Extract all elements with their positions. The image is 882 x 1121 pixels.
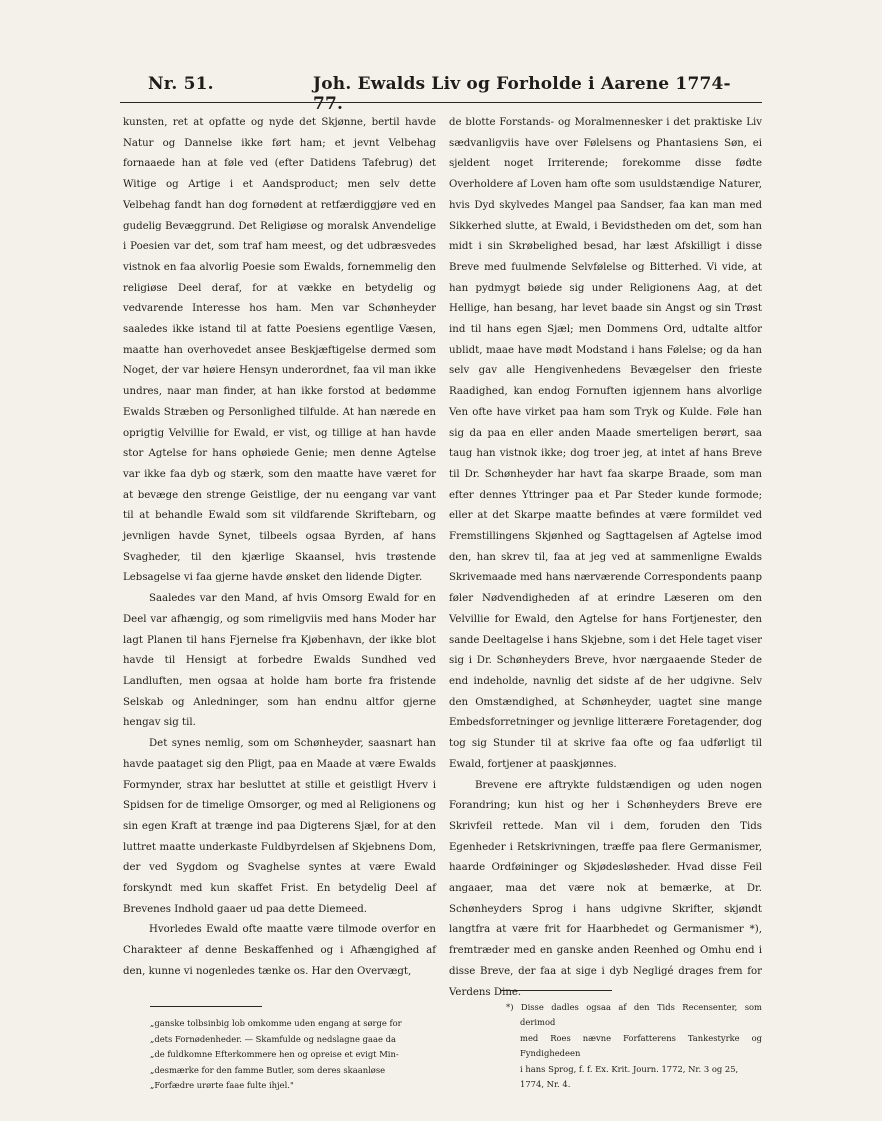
footnote-line: „ganske tolbsinbig lob omkomme uden engang at sørge for [150,1018,402,1028]
left-paragraph-2: Saaledes var den Mand, af hvis Omsorg Ewald for en Deel var afhængig, og som rimeligviis med hans Moder har lagt Planen til hans Fjernelse fra Kjøbenhavn, der ikke blot havde til Hensigt at forbedre Ewalds Sundhed ved Landluften, men ogsaa at holde ham borte fra fristende Selskab og Anledninger, som han endnu altfor gjerne hengav sig til. [123,593,436,729]
page-number: Nr. 51. [148,74,214,94]
footnote-line: med Roes nævne Forfatterens Tankestyrke og Fyndighedeen [520,1032,762,1059]
footnote-line: i hans Sprog, f. f. Ex. Krit. Journ. 1772, Nr. 3 og 25, [520,1063,739,1074]
right-footnote-rule [500,990,612,991]
left-footnote-rule [150,1006,262,1007]
footnote-line: „dets Fornødenheder. — Skamfulde og nedslagne gaae da [150,1033,396,1044]
left-footnote [150,1016,440,1094]
right-footnote [506,1000,762,1092]
left-paragraph-3: Det synes nemlig, som om Schønheyder, saasnart han havde paataget sig den Pligt, paa en Maade at være Ewalds Formynder, strax har besluttet at stille et geistligt Hverv i Spidsen for de timelige Omsorger, og med al Religionens og sin egen Kraft at trænge ind paa Digterens Sjæl, for at den luttret maatte underkaste Fuldbyrdelsen af Skjebnens Dom, der ved Sygdom og Svaghelse syntes at være Ewald forskyndt med kun skaffet Frist. En betydelig Deel af Brevenes Indhold gaaer ud paa dette Diemeed. [123,738,436,915]
right-column [449,113,762,1003]
running-header [148,74,748,114]
left-column [123,113,436,983]
header-rule [120,102,762,103]
left-paragraph-1: kunsten, ret at opfatte og nyde det Skjønne, bertil havde Natur og Dannelse ikke ført ham; et jevnt Velbehag fornaaede han at føle ved (efter Datidens Tafebrug) det Witige og Artige i et Aandsproduct; men selv dette Velbehag fandt han dog fornødent at retfærdiggjøre ved en gudelig Bevæggrund. Det Religiøse og moralsk Anvendelige i Poesien var det, som traf ham meest, og det udbræsvedes vistnok en faa alvorlig Poesie som Ewalds, fornemmelig den religiøse Deel deraf, for at vække en betydelig og vedvarende Interesse hos ham. Men var Schønheyder saaledes ikke istand til at fatte Poesiens egentlige Væsen, maatte han overhovedet ansee Beskjæftigelse dermed som Noget, der var høiere Hensyn underordnet, faa vil man ikke undres, naar man finder, at han ikke forstod at bedømme Ewalds Stræben og Personlighed tilfulde. At han nærede en oprigtig Velvillie for Ewald, er vist, og tillige at han havde stor Agtelse for hans ophøiede Genie; men denne Agtelse var ikke faa dyb og stærk, som den maatte have været for at bevæge den strenge Geistlige, der nu eengang var vant til at behandle Ewald som sit vildfarende Skriftebarn, og jevnligen havde Synet, tilbeels ogsaa Byrden, af hans Svagheder, til den kjærlige Skaansel, hvis trøstende Lebsagelse vi faa gjerne havde ønsket den lidende Digter. [123,117,436,584]
running-title: Joh. Ewalds Liv og Forholde i Aarene 1774-77. [313,74,731,114]
footnote-line: „desmærke for den famme Butler, som deres skaanløse [150,1064,386,1075]
left-paragraph-4: Hvorledes Ewald ofte maatte være tilmode overfor en Charakteer af denne Beskaffenhed og i Afhængighed af den, kunne vi nogenledes tænke os. Har den Overvægt, [123,924,436,977]
footnote-line: „Forfædre urørte faae fulte ihjel." [150,1080,294,1091]
footnote-line: „de fuldkomne Efterkommere hen og opreise et evigt Min- [150,1049,399,1060]
footnote-line: *) Disse dadles ogsaa af den Tids Recensenter, som derimod [506,1002,762,1028]
right-paragraph-2: Brevene ere aftrykte fuldstændigen og uden nogen Forandring; kun hist og her i Schønheyders Breve ere Skrivfeil rettede. Man vil i dem, foruden den Tids Egenheder i Retskrivningen, træffe paa flere Germanismer, haarde Ordføininger og Skjødesløsheder. Hvad disse Feil angaaer, maa det være nok at bemærke, at Dr. Schønheyders Sprog i hans udgivne Skrifter, skjøndt langtfra at være frit for Haarbhedet og Germanismer *), fremtræder med en ganske anden Reenhed og Omhu end i disse Breve, der faa at sige i dyb Negligé drages frem for Verdens Dine. [449,779,762,998]
right-paragraph-1: de blotte Forstands- og Moralmennesker i det praktiske Liv sædvanligviis have over Følelsens og Phantasiens Søn, ei sjeldent noget Irriterende; forekomme disse fødte Overholdere af Loven ham ofte som usuldstændige Naturer, hvis Dyd skylvedes Mangel paa Sandser, faa kan man med Sikkerhed slutte, at Ewald, i Bevidstheden om det, som han midt i sin Skrøbelighed besad, har læst Afskilligt i disse Breve med fuulmende Selvfølelse og Bitterhed. Vi vide, at han pydmygt bøiede sig under Religionens Aag, at det Hellige, han besang, har levet baade sin Angst og sin Trøst ind til hans egen Sjæl; men Dommens Ord, udtalte altfor ublidt, maae have mødt Modstand i hans Følelse; og da han selv gav alle Hengivenhedens Bevægelser den frieste Raadighed, kan endog Fornuften igjennem hans alvorlige Ven ofte have virket paa ham som Tryk og Kulde. Føle han sig da paa en eller anden Maade smerteligen berørt, saa taug han vistnok ikke; dog troer jeg, at intet af hans Breve til Dr. Schønheyder har havt faa skarpe Braade, som man efter dennes Yttringer paa et Par Steder kunde formode; eller at det Skarpe maatte befindes at være formildet ved Fremstillingens Skjønhed og Sagttagelsen af Agtelse imod den, han skrev til, faa at jeg ved at sammenligne Ewalds Skrivemaade med hans nærværende Correspondents paanp føler Nødvendigheden af at erindre Læseren om den Velvillie for Ewald, den Agtelse for hans Fortjenester, den sande Deeltagelse i hans Skjebne, som i det Hele taget viser sig i Dr. Schønheyders Breve, hvor nærgaaende Steder de end indeholde, navnlig det sidste af de her udgivne. Selv den Omstændighed, at Schønheyder, uagtet sine mange Embedsforretninger og jevnlige litterære Foretagender, dog tog sig Stunder til at skrive faa ofte og faa udførligt til Ewald, fortjener at paaskjønnes. [449,117,762,770]
footnote-line: 1774, Nr. 4. [520,1079,571,1090]
